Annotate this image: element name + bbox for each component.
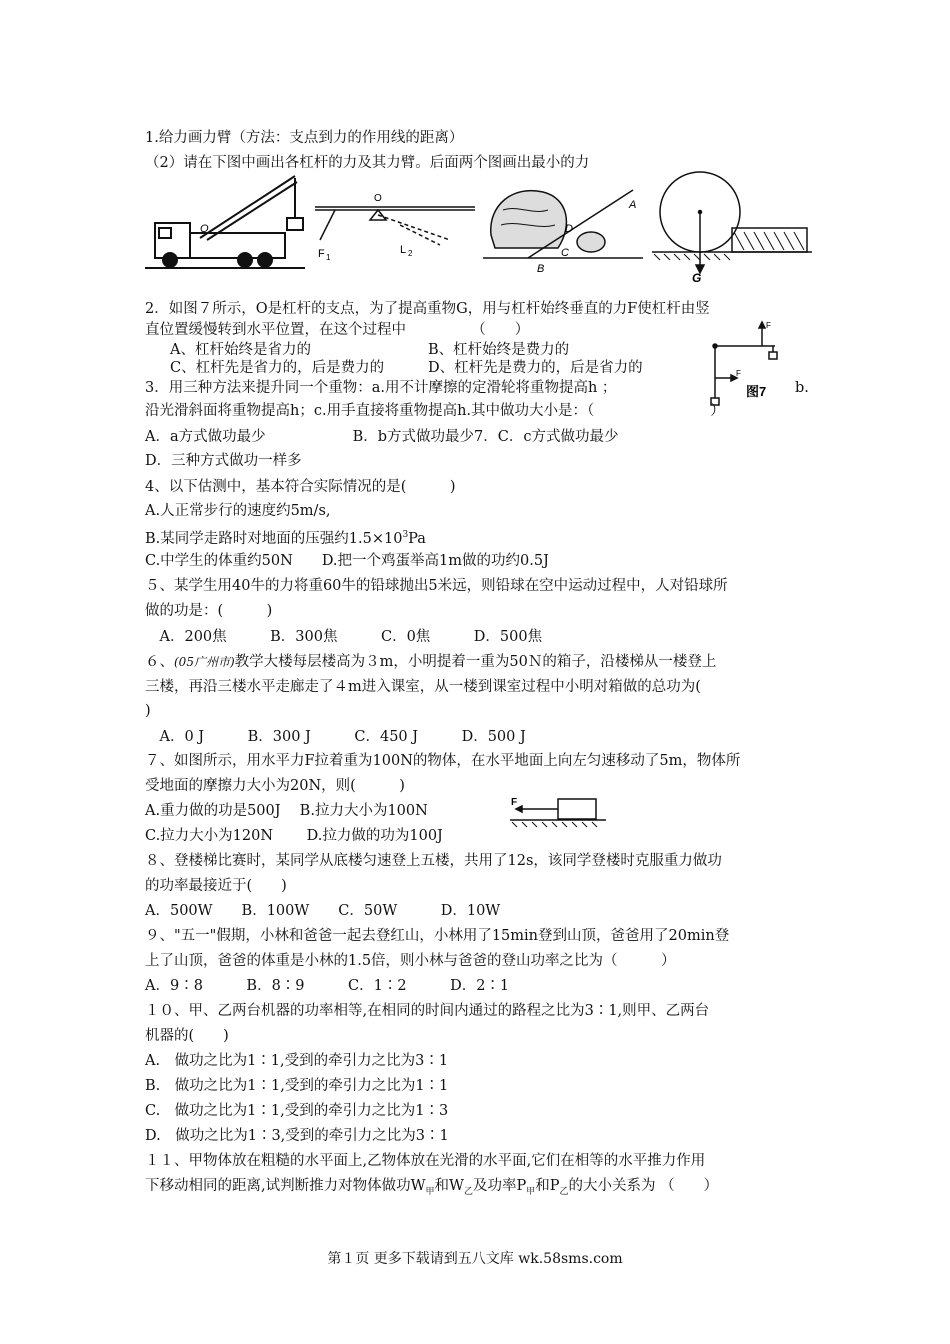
q3-line1-tail: b. [795, 380, 809, 396]
q5-options: A．200焦 B．300焦 C．0焦 D．500焦 [145, 629, 543, 645]
q11-sub-3: 甲 [526, 1186, 536, 1197]
q7-line2: 受地面的摩擦力大小为20N，则( ) [145, 778, 405, 794]
q10-option-d: D. 做功之比为1∶3,受到的牵引力之比为3∶1 [145, 1128, 449, 1144]
q3-line1: 3．用三种方法来提升同一个重物：a.用不计摩擦的定滑轮将重物提高h ； [145, 380, 617, 396]
q6-source: (05广州市) [174, 655, 235, 669]
q10-option-b: B. 做功之比为1∶1,受到的牵引力之比为1∶1 [145, 1078, 449, 1094]
q10-option-a: A. 做功之比为1∶1,受到的牵引力之比为3∶1 [145, 1053, 449, 1069]
q11-sub-4: 乙 [559, 1186, 569, 1197]
q6-line2: 三楼，再沿三楼水平走廊走了４m进入课室，从一楼到课室过程中小明对箱做的总功为( [145, 679, 701, 695]
q10-line1: １０、甲、乙两台机器的功率相等,在相同的时间内通过的路程之比为3∶1,则甲、乙两台 [145, 1003, 710, 1019]
rock-figure [483, 180, 643, 275]
q6-line3: ) [145, 703, 151, 719]
q4-option-b-sup: 3 [402, 530, 409, 540]
q4-option-a: A.人正常步行的速度约5m/s, [145, 503, 331, 519]
crane-o-label: O [200, 223, 209, 235]
q11-sub-1: 甲 [425, 1186, 435, 1197]
q4-option-b-pre: B.某同学走路时对地面的压强约1.5×10 [145, 530, 403, 547]
crane-figure [145, 168, 305, 273]
q4-option-b [145, 525, 426, 549]
figure-7 [700, 318, 790, 408]
q8-options: A．500W B．100W C．50W D．10W [145, 903, 501, 919]
rock-b-label: B [537, 263, 545, 275]
q2-option-c: C、杠杆先是省力的，后是费力的 [170, 360, 385, 376]
q11-part-d: 和P [535, 1178, 560, 1194]
rock-c-label: C [561, 247, 569, 259]
q11-part-b: 和W [434, 1178, 464, 1194]
lever-f1-label: F [318, 248, 325, 260]
q11-part-e: 的大小关系为 （ ） [568, 1178, 719, 1194]
q5-line2: 做的功是：( ) [145, 603, 273, 619]
q2-option-d: D、杠杆先是费力的，后是省力的 [428, 360, 643, 376]
q6-line1 [145, 652, 716, 672]
q6-options: A．0 J B．300 J C．450 J D．500 J [145, 729, 526, 745]
q2-option-a: A、杠杆始终是省力的 [170, 342, 311, 358]
q11-part-c: 及功率P [472, 1178, 527, 1194]
lever-l2-sub: 2 [408, 249, 413, 258]
q10-option-c: C. 做功之比为1∶1,受到的牵引力之比为1∶3 [145, 1103, 449, 1119]
q11-line2 [145, 1176, 718, 1202]
q4-option-b-post: Pa [408, 530, 426, 547]
fig7-f-mid: F [736, 369, 741, 378]
q2-line2: 直位置缓慢转到水平位置，在这个过程中 （ ） [145, 322, 530, 338]
q4-stem: 4、以下估测中，基本符合实际情况的是( ) [145, 479, 456, 495]
q7-options-ab: A.重力做的功是500J B.拉力大小为100N [145, 803, 428, 819]
lever-l2-label: L [400, 244, 407, 256]
q7-figure [508, 793, 608, 829]
page-footer: 第１页 更多下载请到五八文库 wk.58sms.com [327, 1251, 623, 1267]
wheel-g-label: G [692, 271, 702, 285]
q11-sub-2: 乙 [463, 1186, 473, 1197]
q9-line2: 上了山顶，爸爸的体重是小林的1.5倍，则小林与爸爸的登山功率之比为（ ） [145, 953, 676, 969]
fig7-f-top: F [766, 321, 771, 330]
rock-a-label: A [629, 199, 637, 211]
q7-options-cd: C.拉力大小为120N D.拉力做的功为100J [145, 828, 443, 844]
q9-options: A．9∶8 B．8∶9 C．1∶2 D．2∶1 [145, 978, 510, 994]
lever-o-label: O [374, 193, 382, 204]
wheel-figure [652, 170, 812, 285]
q7-line1: ７、如图所示，用水平力F拉着重为100N的物体，在水平地面上向左匀速移动了5m，物体所 [145, 753, 741, 769]
q6-line1-post: 教学大楼每层楼高为３m，小明提着一重为50Ｎ的箱子，沿楼梯从一楼登上 [234, 654, 717, 670]
q2-option-b: B、杠杆始终是费力的 [428, 342, 570, 358]
q11-part-a: 下移动相同的距离,试判断推力对物体做功W [145, 1178, 426, 1194]
q1-subtitle: （2）请在下图中画出各杠杆的力及其力臂。后面两个图画出最小的力 [145, 155, 590, 171]
q4-options-cd: C.中学生的体重约50N D.把一个鸡蛋举高1m做的功约0.5J [145, 553, 549, 569]
rock-d-label: D [565, 223, 573, 235]
q3-options-abc: A．a方式做功最少 B．b方式做功最少7．C．c方式做功最少 [145, 429, 619, 445]
q3-line2: 沿光滑斜面将重物提高h；c.用手直接将重物提高h.其中做功大小是：（ ） [145, 403, 725, 419]
q8-line1: ８、登楼梯比赛时，某同学从底楼匀速登上五楼，共用了12s，该同学登楼时克服重力做功 [145, 853, 722, 869]
q11-line1: １１、甲物体放在粗糙的水平面上,乙物体放在光滑的水平面,它们在相等的水平推力作用 [145, 1153, 706, 1169]
q7-fig-f-label: F [511, 797, 518, 808]
q5-line1: ５、某学生用40牛的力将重60牛的铅球抛出5米远，则铅球在空中运动过程中，人对铅球所 [145, 578, 728, 594]
q1-title: 1.给力画力臂（方法：支点到力的作用线的距离） [145, 130, 464, 146]
q9-line1: ９、"五一"假期，小林和爸爸一起去登红山，小林用了15min登到山顶，爸爸用了20min登 [145, 928, 730, 944]
q8-line2: 的功率最接近于( ) [145, 878, 287, 894]
fig7-caption: 图7 [746, 384, 767, 399]
lever-figure [310, 185, 480, 265]
q3-option-d: D．三种方式做功一样多 [145, 453, 302, 469]
lever-f1-sub: 1 [326, 253, 331, 262]
q10-line2: 机器的( ) [145, 1028, 229, 1044]
q2-line1: 2．如图７所示，O是杠杆的支点，为了提高重物G，用与杠杆始终垂直的力F使杠杆由竖 [145, 301, 710, 317]
q6-line1-pre: ６、 [145, 654, 174, 670]
